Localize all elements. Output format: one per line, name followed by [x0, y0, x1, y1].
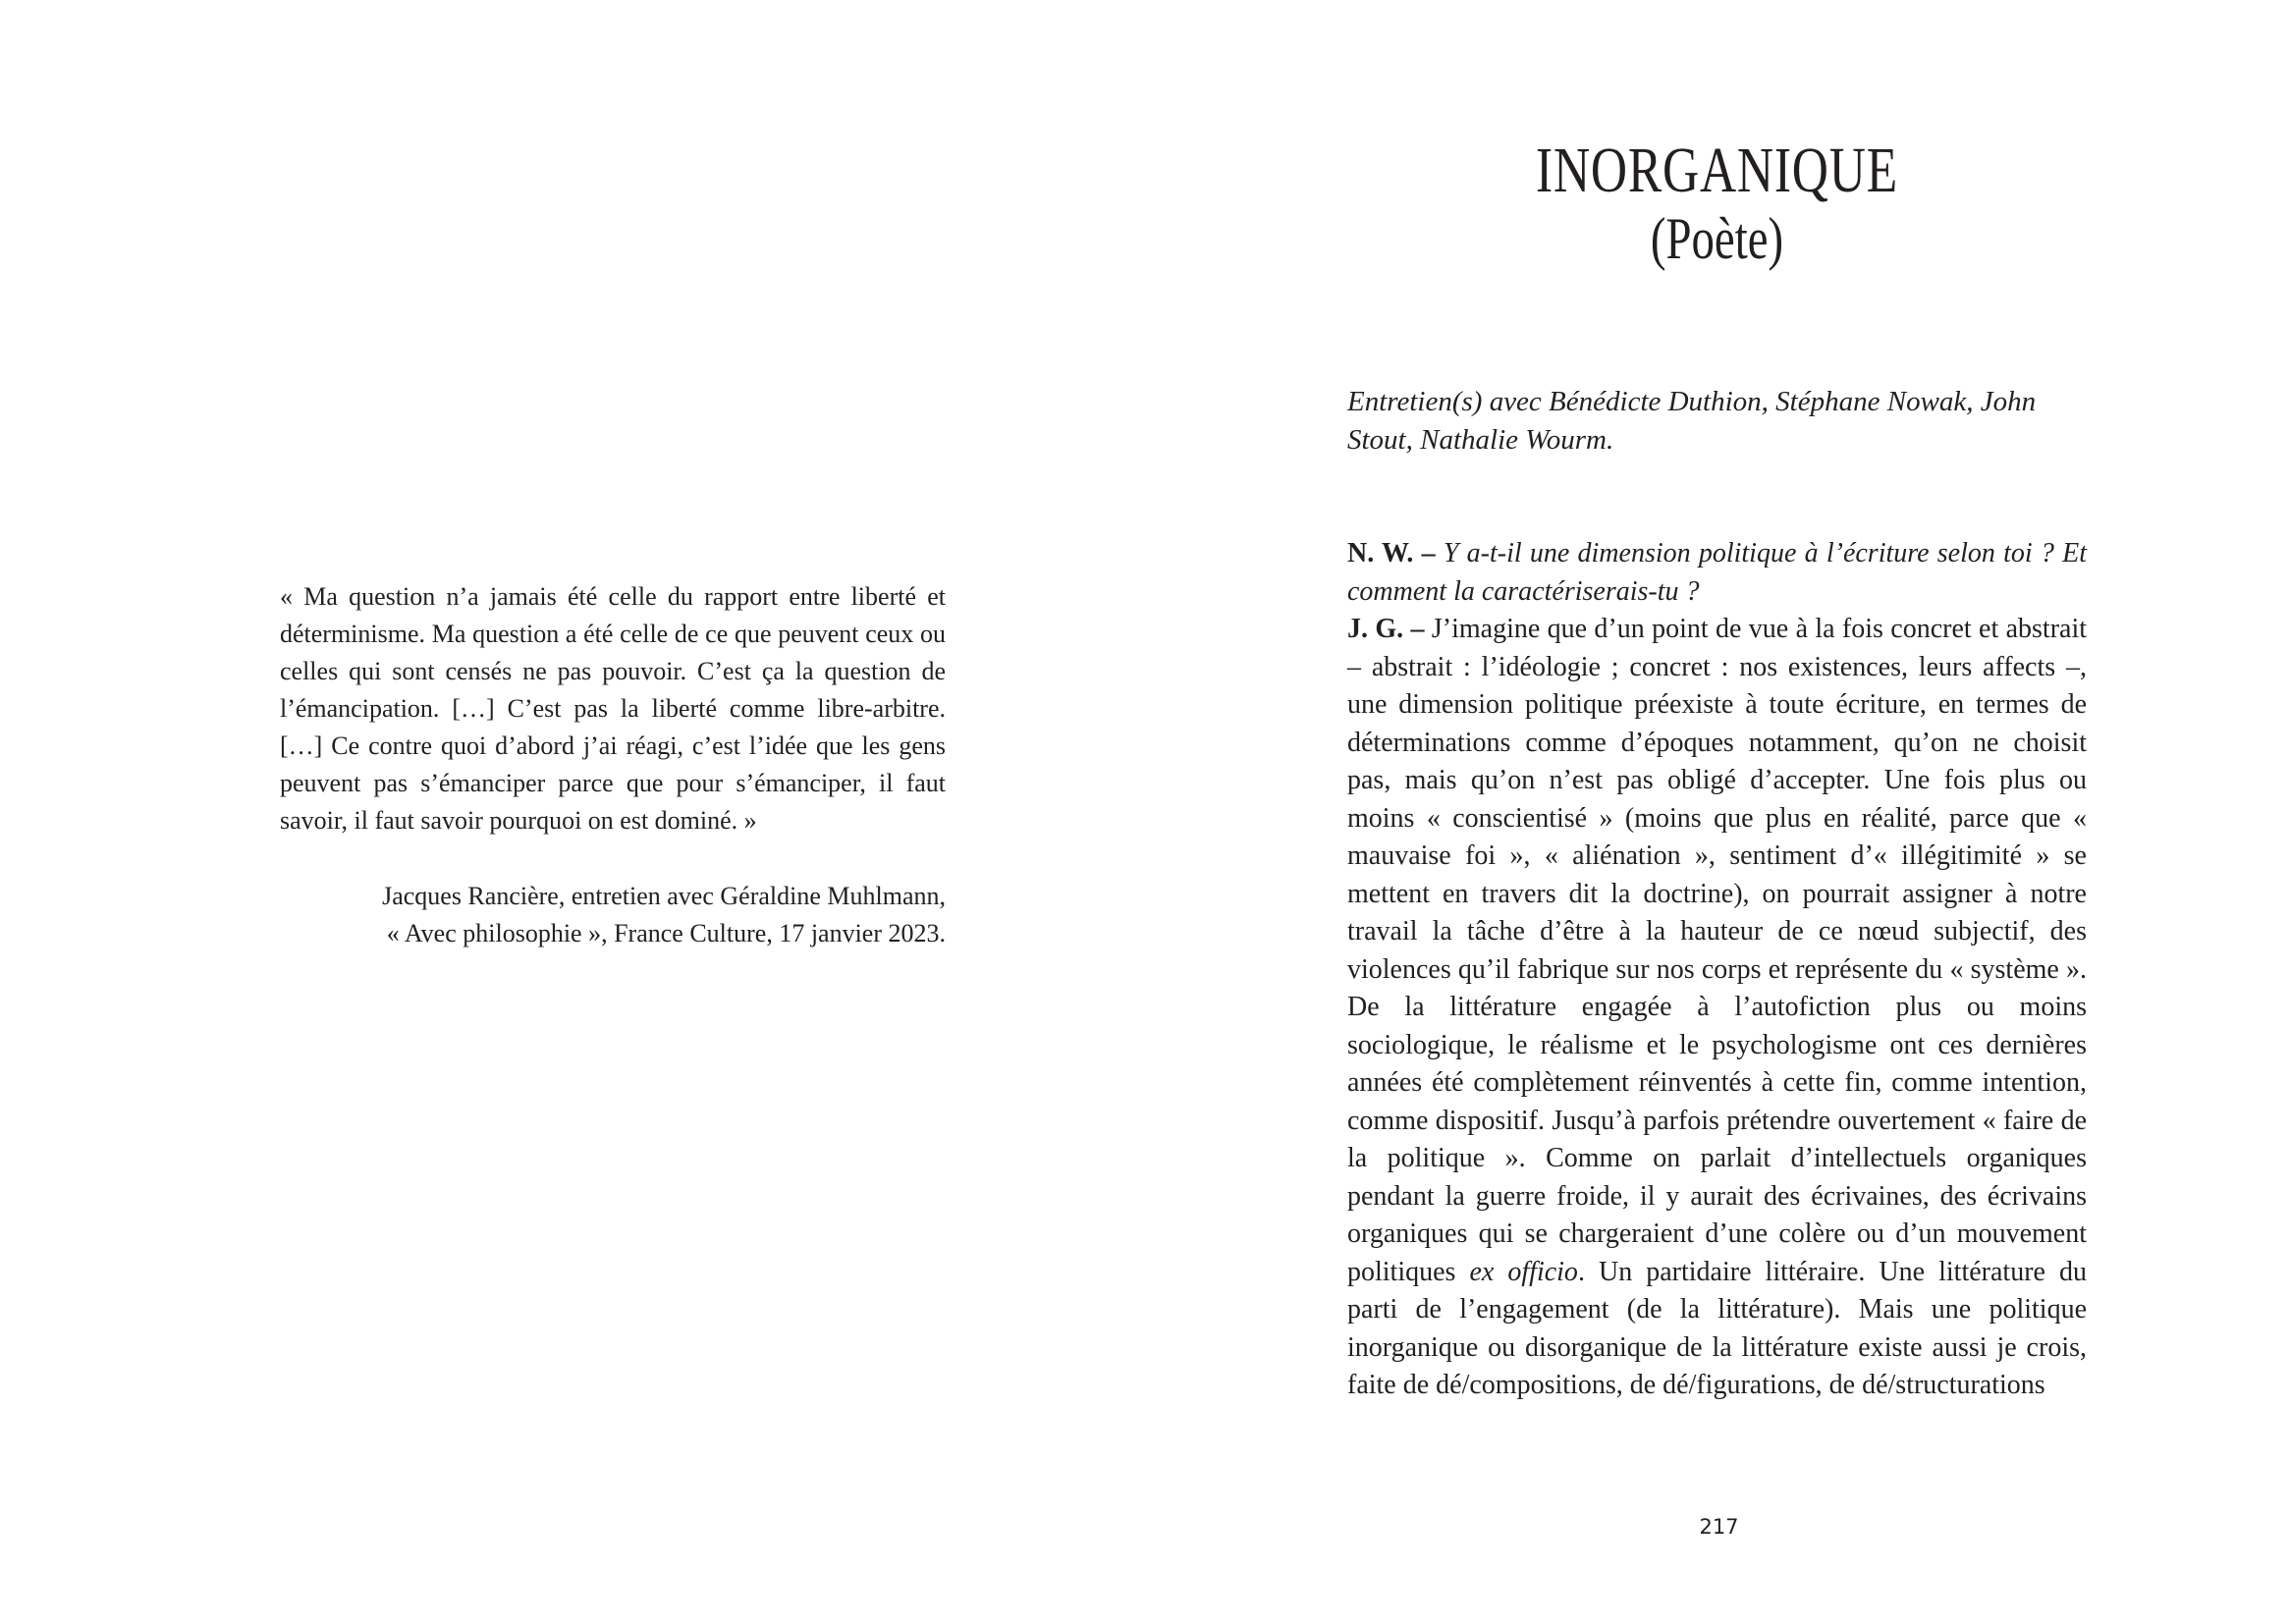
chapter-subtitle: (Poète)	[1650, 206, 1784, 271]
question-text: Y a-t-il une dimension politique à l’écriture selon toi ? Et comment la caractériserais-tu ?	[1347, 538, 2087, 607]
answer-italic-phrase: ex officio	[1469, 1256, 1578, 1287]
interview-body	[1347, 535, 2087, 1405]
answer-text-continued: . Un partidaire littéraire. Une littérature du parti de l’engagement (de la littérature). Mais une politique inorganique ou disorganique de la littérature existe aussi je crois, faite de dé/compositions, de dé/figurations, de dé/structurations	[1347, 1256, 2087, 1400]
speaker-label: N. W. –	[1347, 538, 1436, 568]
answer-text: J’imagine que d’un point de vue à la fois concret et abstrait – abstrait : l’idéologie ; concret : nos existences, leurs affects –, une dimension politique préexiste à toute écriture, en termes de déterminations comme d’époques notamment, qu’on ne choisit pas, mais qu’on n’est pas obligé d’accepter. Une fois plus ou moins « conscientisé » (moins que plus en réalité, parce que « mauvaise foi », « aliénation », sentiment d’« illégitimité » se mettent en travers dit la doctrine), on pourrait assigner à notre travail la tâche d’être à la hauteur de ce nœud subjectif, des violences qu’il fabrique sur nos corps et représente du « système ». De la littérature engagée à l’autofiction plus ou moins sociologique, le réalisme et le psychologisme ont ces dernières années été complètement réinventés à cette fin, comme intention, comme dispositif. Jusqu’à parfois prétendre ouvertement « faire de la politique ». Comme on parlait d’intellectuels organiques pendant la guerre froide, il y aurait des écrivaines, des écrivains organiques qui se chargeraient d’une colère ou d’un mouvement politiques	[1347, 614, 2087, 1287]
interview-answer	[1347, 611, 2087, 1405]
right-page	[1145, 0, 2289, 1624]
epigraph-attribution	[280, 878, 946, 952]
page-number-value: 217	[1699, 1515, 1739, 1539]
epigraph-quote: « Ma question n’a jamais été celle du rapport entre liberté et déterminisme. Ma question a été celle de ce que peuvent ceux ou celles qui sont censés ne pas pouvoir. C’est ça la question de l’émancipation. […] C’est pas la liberté comme libre-arbitre. […] Ce contre quoi d’abord j’ai réagi, c’est l’idée que les gens peuvent pas s’émanciper parce que pour s’émanciper, il faut savoir, il faut savoir pourquoi on est dominé. »	[280, 582, 946, 835]
interview-question	[1347, 535, 2087, 611]
epigraph-attribution-line-2: « Avec philosophie », France Culture, 17 janvier 2023.	[386, 919, 946, 947]
chapter-heading	[1347, 135, 2087, 271]
interview-participants: Entretien(s) avec Bénédicte Duthion, Stéphane Nowak, John Stout, Nathalie Wourm.	[1347, 386, 2037, 456]
left-page	[0, 0, 1144, 1624]
epigraph	[280, 578, 946, 952]
epigraph-attribution-line-1: Jacques Rancière, entretien avec Géraldine Muhlmann,	[382, 882, 946, 910]
speaker-label: J. G. –	[1347, 614, 1425, 644]
page-number	[1145, 1513, 2289, 1541]
chapter-title: INORGANIQUE	[1536, 135, 1898, 206]
